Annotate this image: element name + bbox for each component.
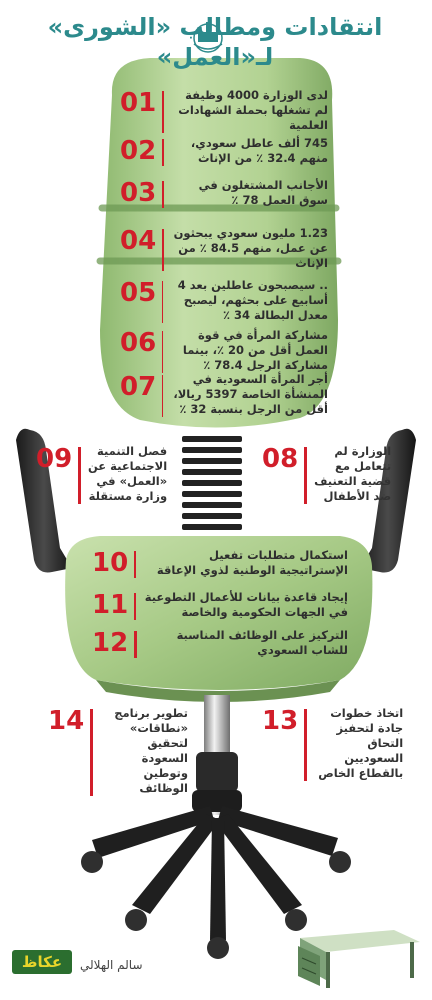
item-number: 13 [262,706,299,736]
backrest-connector [182,436,242,530]
divider [162,331,163,373]
page-title [30,12,400,72]
divider [134,551,136,578]
item-number: 02 [120,136,157,166]
divider [90,709,93,796]
title-text: انتقادات ومطالب «الشورى» لـ«العمل» [47,13,383,71]
item-text: الوزارة لم تتعامل مع قضية التعنيف ضد الأطفال [314,444,392,503]
divider [162,139,164,166]
list-item [92,590,348,620]
list-item [120,328,328,373]
desk-illustration [298,930,420,988]
item-text: فصل التنمية الاجتماعية عن «العمل» في وزارة مستقلة [87,444,168,503]
item-number: 09 [36,444,73,474]
designer-credit: سالم الهلالي [80,958,143,972]
item-text: التركيز على الوظائف المناسبة للشاب السعودي [176,628,348,657]
list-item [120,278,328,323]
list-item [262,444,422,504]
item-number: 14 [48,706,85,736]
list-item [262,706,412,781]
item-text: 745 ألف عاطل سعودي، منهم 32.4 ٪ من الإناث [190,136,328,165]
divider [162,181,164,208]
item-number: 12 [92,628,129,658]
item-number: 08 [262,444,299,474]
list-item [120,136,328,166]
divider [78,447,81,504]
list-item [120,372,328,417]
item-text: اتخاذ خطوات جادة لتحفيز التحاق السعوديين بالقطاع الخاص [318,706,404,780]
list-item [36,444,186,504]
item-number: 03 [120,178,157,208]
divider [162,91,163,133]
list-item [48,706,188,796]
item-text: استكمال متطلبات تفعيل الإستراتيجية الوطنية لذوي الإعاقة [156,548,348,577]
item-text: مشاركة المرأة في قوة العمل أقل من 20 ٪، بينما مشاركة الرجل 78.4 ٪ [182,328,328,372]
divider [304,447,307,504]
item-number: 10 [92,548,129,578]
item-text: الأجانب المشتغلون في سوق العمل 78 ٪ [198,178,328,207]
divider [162,281,163,323]
divider [162,229,163,271]
item-text: إيجاد قاعدة بيانات للأعمال التطوعية في الجهات الحكومية والخاصة [144,590,348,619]
item-number: 01 [120,88,157,118]
item-number: 04 [120,226,157,256]
list-item [92,628,348,658]
item-text: لدى الوزارة 4000 وظيفة لم تشغلها بحملة الشهادات العلمية [178,88,328,132]
newspaper-logo: عكاظ [12,950,72,974]
item-number: 05 [120,278,157,308]
item-number: 11 [92,590,129,620]
item-number: 07 [120,372,157,402]
divider [134,593,136,620]
divider [304,709,307,781]
item-text: .. سيصبحون عاطلين بعد 4 أسابيع على بحثهم، ليصبح معدل البطالة 34 ٪ [177,278,328,322]
divider [162,375,163,417]
item-text: أجر المرأة السعودية في المنشأة الخاصة 5397 ريالا، أقل من الرجل بنسبة 32 ٪ [173,372,328,416]
list-item [120,178,328,208]
item-text: 1.23 مليون سعودي يبحثون عن عمل، منهم 84.5 ٪ من الإناث [173,226,328,270]
item-text: تطوير برنامج «نطاقات» لتحقيق السعودة وتوطين الوظائف [114,706,188,795]
list-item [120,88,328,133]
item-number: 06 [120,328,157,358]
list-item [120,226,328,271]
list-item [92,548,348,578]
divider [134,631,136,658]
